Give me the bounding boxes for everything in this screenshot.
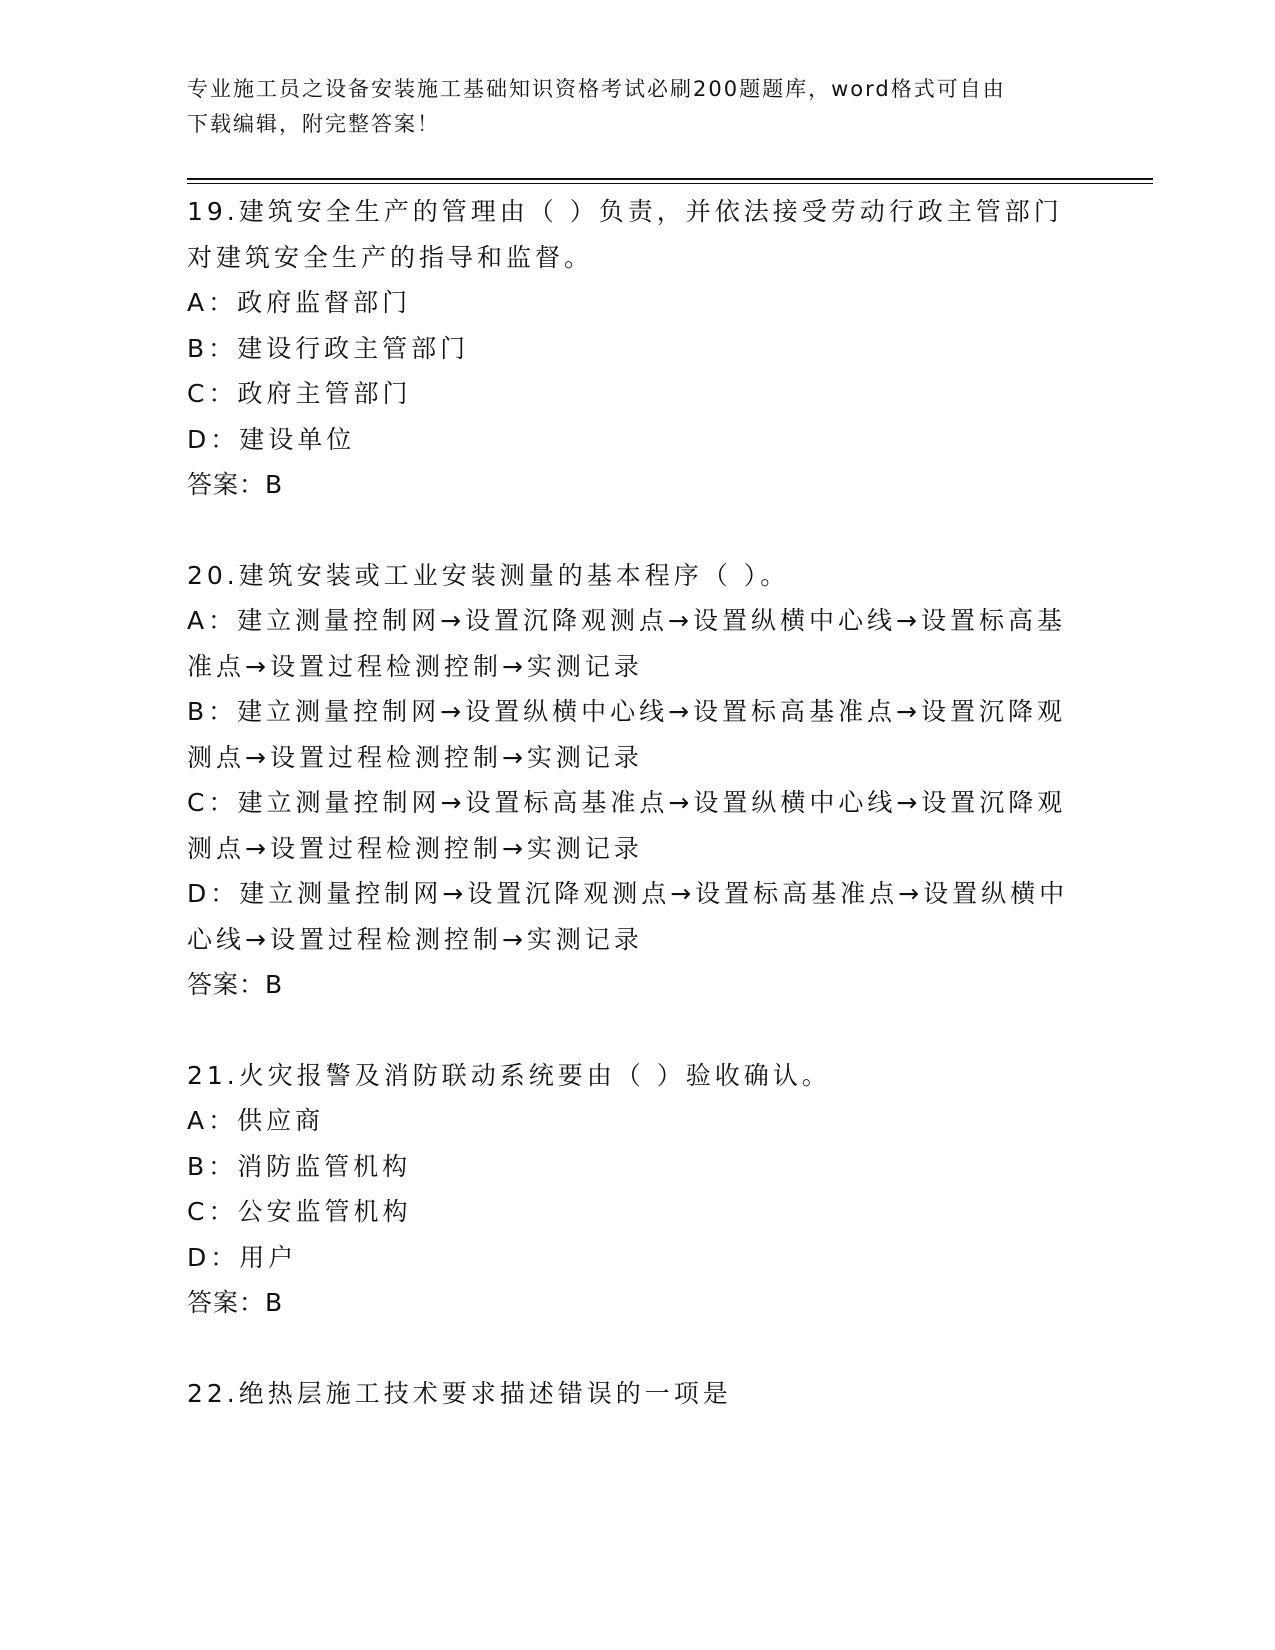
question-22-stem: 22.绝热层施工技术要求描述错误的一项是 xyxy=(187,1378,732,1408)
question-20-answer: 答案：B xyxy=(187,970,284,999)
question-22 xyxy=(187,1371,1087,1417)
question-20-option-a-line-2: 准点→设置过程检测控制→实测记录 xyxy=(187,651,643,681)
question-21-option-a: A：供应商 xyxy=(187,1106,325,1135)
question-20-option-c-line-1: C：建立测量控制网→设置标高基准点→设置纵横中心线→设置沉降观 xyxy=(187,788,1067,817)
question-19 xyxy=(187,189,1087,508)
question-20-option-b-line-1: B：建立测量控制网→设置纵横中心线→设置标高基准点→设置沉降观 xyxy=(187,697,1066,726)
question-19-option-a: A：政府监督部门 xyxy=(187,288,412,317)
question-19-option-b: B：建设行政主管部门 xyxy=(187,333,470,363)
question-19-answer: 答案：B xyxy=(187,470,284,499)
question-21-answer: 答案：B xyxy=(187,1288,284,1317)
header-line-1: 专业施工员之设备安装施工基础知识资格考试必刷200题题库，word格式可自由 xyxy=(187,77,1006,101)
question-21-option-c: C：公安监管机构 xyxy=(187,1197,412,1226)
document-header xyxy=(187,72,1067,142)
question-20-option-d-line-1: D：建立测量控制网→设置沉降观测点→设置标高基准点→设置纵横中 xyxy=(187,879,1069,908)
question-21-option-b: B：消防监管机构 xyxy=(187,1151,412,1181)
question-21 xyxy=(187,1053,1087,1326)
question-19-stem-line-1: 19.建筑安全生产的管理由（ ）负责，并依法接受劳动行政主管部门 xyxy=(187,197,1063,226)
question-21-option-d: D：用户 xyxy=(187,1242,298,1272)
question-21-stem: 21.火灾报警及消防联动系统要由（ ）验收确认。 xyxy=(187,1060,831,1090)
header-line-2: 下载编辑，附完整答案！ xyxy=(187,112,440,136)
question-20-option-b-line-2: 测点→设置过程检测控制→实测记录 xyxy=(187,742,643,772)
question-20-stem: 20.建筑安装或工业安装测量的基本程序（ ）。 xyxy=(187,560,790,590)
question-20-option-a-line-1: A：建立测量控制网→设置沉降观测点→设置纵横中心线→设置标高基 xyxy=(187,606,1066,635)
question-list xyxy=(187,189,1087,1461)
header-divider-thick xyxy=(187,178,1153,180)
question-19-stem-line-2: 对建筑安全生产的指导和监督。 xyxy=(187,242,594,272)
question-19-option-c: C：政府主管部门 xyxy=(187,379,412,408)
question-19-option-d: D：建设单位 xyxy=(187,424,356,454)
question-20-option-c-line-2: 测点→设置过程检测控制→实测记录 xyxy=(187,833,643,863)
header-divider-thin xyxy=(187,183,1153,184)
question-20 xyxy=(187,553,1087,1008)
question-20-option-d-line-2: 心线→设置过程检测控制→实测记录 xyxy=(187,924,643,954)
